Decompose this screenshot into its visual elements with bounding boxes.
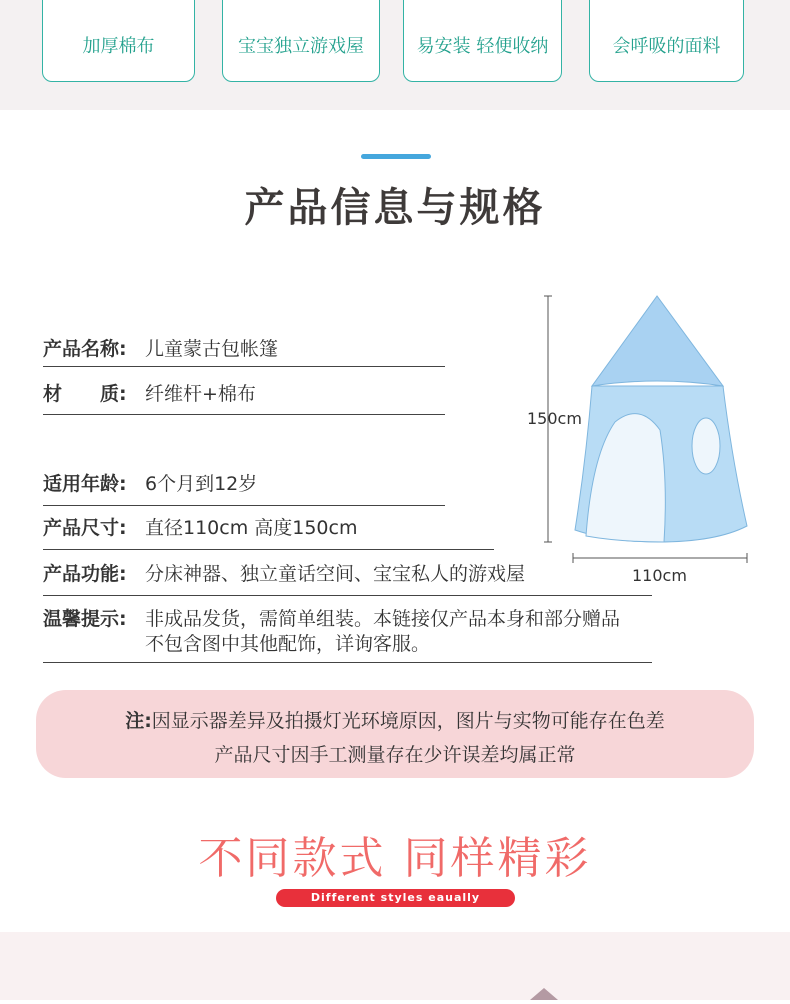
width-dimension-label: 110cm [632,566,687,585]
tent-illustration-area [520,290,760,590]
spec-divider [43,414,445,415]
bottom-band [0,932,790,1000]
spec-divider [43,549,494,550]
feature-band [0,0,790,110]
note-prefix: 注: [125,710,152,732]
tent-illustration [520,290,760,590]
spec-value: 直径110cm 高度150cm [145,517,358,539]
note-line-2: 产品尺寸因手工测量存在少许误差均属正常 [214,744,576,766]
spec-value-line2: 不包含图中其他配饰，详询客服。 [145,633,431,655]
spec-value-line1: 非成品发货，需简单组装。本链接仅产品本身和部分赠品 [145,608,621,630]
spec-divider [43,595,652,596]
spec-value: 儿童蒙古包帐篷 [145,338,279,360]
spec-label: 材 质: [43,383,127,405]
note-line-1 [36,706,754,733]
section-title: 产品信息与规格 [244,185,546,231]
note-text-1: 因显示器差异及拍摄灯光环境原因，图片与实物可能存在色差 [151,710,665,732]
spec-value: 6个月到12岁 [145,473,258,495]
feature-subtitle: 宝宝独立游戏屋 [238,36,364,57]
spec-value: 纤维杆+棉布 [145,383,256,405]
feature-card-install [403,0,562,82]
feature-subtitle: 加厚棉布 [82,36,155,57]
slogan-subtitle-badge: Different styles eaually wonderful [276,889,515,907]
bottom-tent-peek [0,932,790,1000]
height-dimension-label: 150cm [527,409,582,428]
spec-divider [43,366,445,367]
spec-value: 分床神器、独立童话空间、宝宝私人的游戏屋 [145,563,526,585]
feature-card-material [42,0,195,82]
spec-label: 产品功能: [43,563,127,585]
disclaimer-note [36,690,754,778]
feature-card-breathable [589,0,744,82]
spec-label: 产品尺寸: [43,517,127,539]
tent-window [692,418,720,474]
spec-divider [43,662,652,663]
tent-roof [592,296,723,386]
slogan-heading: 不同款式 同样精彩 [198,833,592,884]
spec-divider [43,505,445,506]
spec-label: 适用年龄: [43,473,127,495]
spec-label: 产品名称: [43,338,127,360]
feature-card-space [222,0,380,82]
feature-subtitle: 易安装 轻便收纳 [416,36,549,57]
spec-label: 温馨提示: [43,608,127,630]
title-accent-bar [361,154,431,159]
feature-subtitle: 会呼吸的面料 [612,36,721,57]
